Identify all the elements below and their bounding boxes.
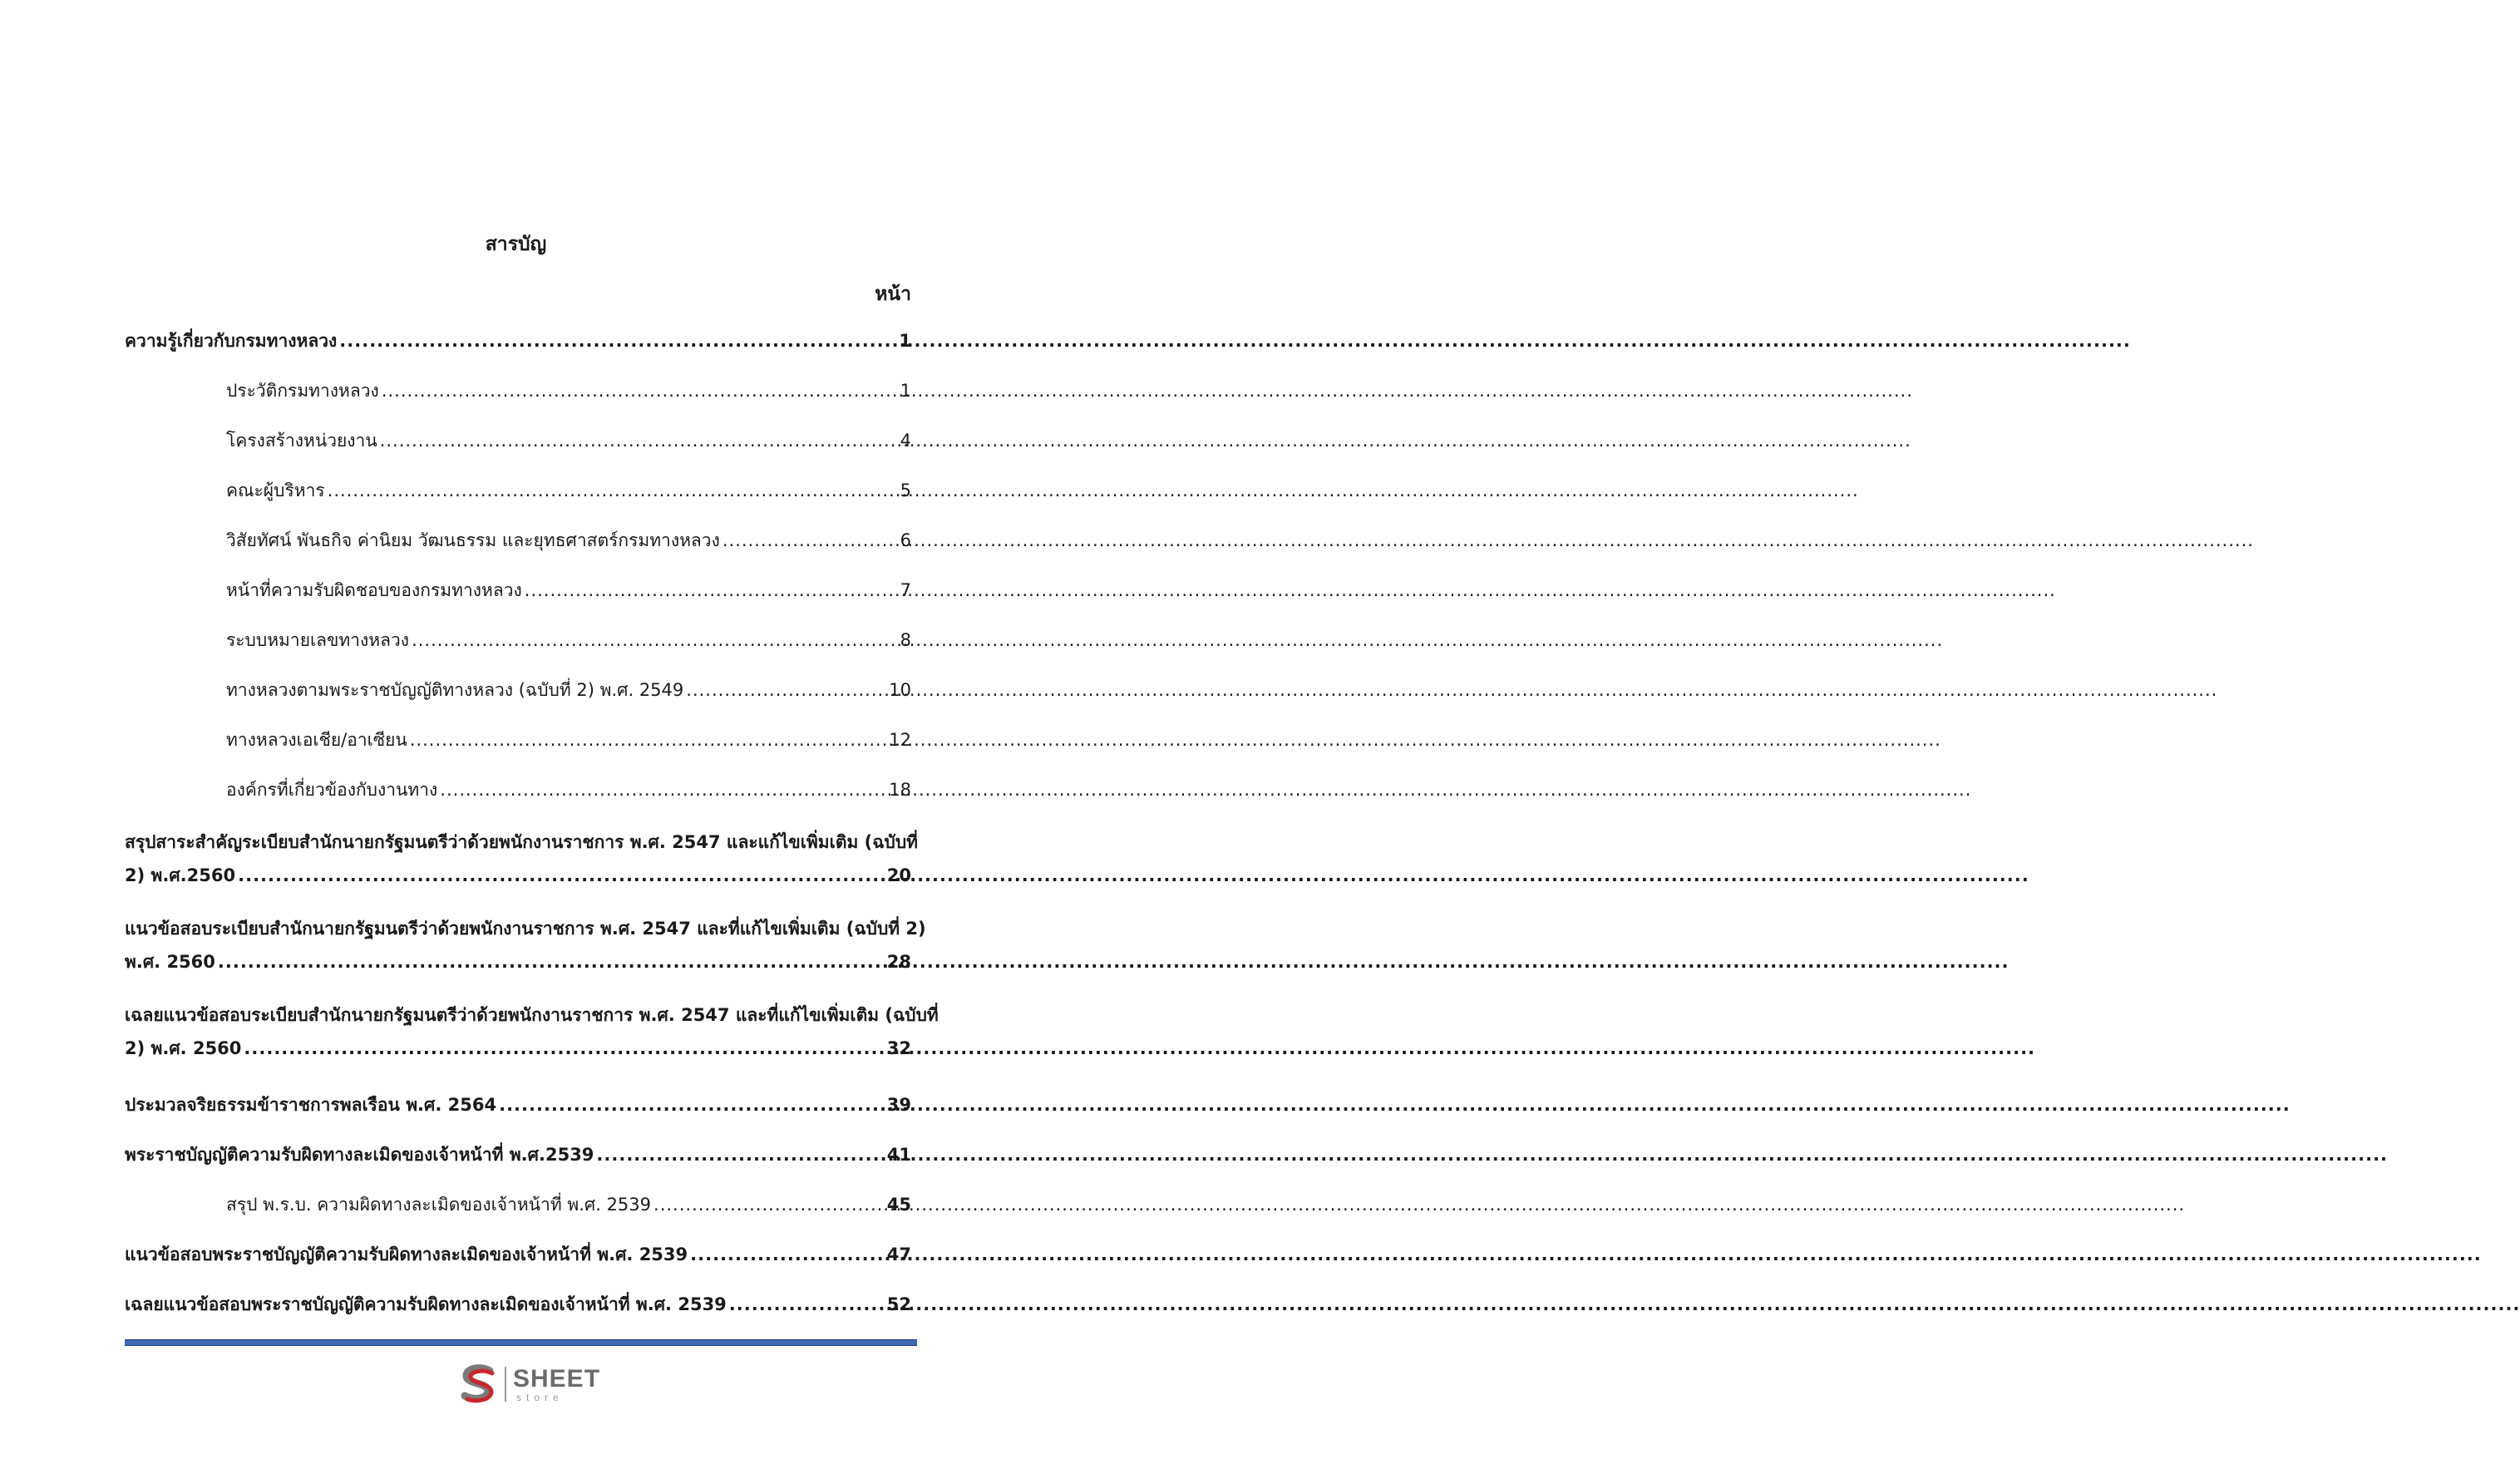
dot-leader [382, 374, 897, 407]
toc-entry-title: พระราชบัญญัติความรับผิดทางละเมิดของเจ้าหน้าที่ พ.ศ.2539 [125, 1145, 594, 1165]
toc-subentry[interactable] [226, 673, 911, 707]
toc-entry-page: 5 [900, 481, 911, 500]
toc-subentry[interactable] [226, 524, 911, 557]
toc-subentry[interactable] [226, 773, 911, 806]
toc-entry-title-line1: เฉลยแนวข้อสอบระเบียบสำนักนายกรัฐมนตรีว่าด้วยพนักงานราชการ พ.ศ. 2547 และที่แก้ไขเพิ่มเติม (ฉบับที่ [125, 1005, 939, 1025]
footer-divider [125, 1339, 917, 1346]
toc-entry[interactable] [125, 1138, 911, 1171]
toc-subentry[interactable] [226, 723, 911, 757]
toc-entry-page: 1 [900, 381, 911, 401]
toc-entry-page: 45 [886, 1195, 911, 1215]
toc-entry[interactable] [125, 1088, 911, 1121]
toc-entry-page: 28 [886, 952, 911, 972]
toc-entry-title: หน้าที่ความรับผิดชอบของกรมทางหลวง [226, 580, 522, 600]
toc-entry-page: 32 [886, 1038, 911, 1058]
dot-leader [729, 1288, 885, 1321]
dot-leader [339, 324, 896, 357]
dot-leader [410, 723, 887, 757]
toc-entry-page: 10 [889, 680, 911, 700]
toc-entry-page: 47 [886, 1245, 911, 1264]
toc-entry-page: 7 [900, 580, 911, 600]
toc-entry-page: 4 [900, 431, 911, 451]
dot-leader [244, 1032, 884, 1065]
toc-entry-title: แนวข้อสอบพระราชบัญญัติความรับผิดทางละเมิดของเจ้าหน้าที่ พ.ศ. 2539 [125, 1245, 688, 1264]
toc-entry[interactable] [125, 1238, 911, 1271]
toc-entry[interactable] [125, 1288, 911, 1321]
dot-leader [690, 1238, 885, 1271]
toc-entry-title-line2: 2) พ.ศ. 2560 [125, 1038, 242, 1058]
dot-leader [218, 945, 885, 978]
toc-title: สารบัญ [485, 234, 547, 255]
toc-entry-page: 1 [899, 331, 911, 351]
dot-leader [328, 474, 897, 507]
dot-leader [380, 424, 897, 457]
toc-entry-title: สรุป พ.ร.บ. ความผิดทางละเมิดของเจ้าหน้าที่ พ.ศ. 2539 [226, 1195, 652, 1215]
toc-entry-title: ทางหลวงตามพระราชบัญญัติทางหลวง (ฉบับที่ 2) พ.ศ. 2549 [226, 680, 684, 700]
dot-leader [686, 673, 886, 707]
toc-entry-title-line2: 2) พ.ศ.2560 [125, 865, 236, 885]
toc-subentry[interactable] [226, 424, 911, 457]
dot-leader [499, 1088, 885, 1121]
toc-subentry[interactable] [226, 1188, 911, 1221]
toc-subentry[interactable] [226, 474, 911, 507]
toc-entry-title-line1: สรุปสาระสำคัญระเบียบสำนักนายกรัฐมนตรีว่าด้วยพนักงานราชการ พ.ศ. 2547 และแก้ไขเพิ่มเติม (ฉบับที่ [125, 832, 919, 852]
toc-entry-page: 8 [900, 630, 911, 650]
dot-leader [412, 624, 897, 657]
toc-entry-title: ความรู้เกี่ยวกับกรมทางหลวง [125, 331, 338, 351]
toc-subentry[interactable] [226, 624, 911, 657]
toc-entry-title: วิสัยทัศน์ พันธกิจ ค่านิยม วัฒนธรรม และยุทธศาสตร์กรมทางหลวง [226, 530, 720, 550]
toc-entry-title: คณะผู้บริหาร [226, 481, 325, 500]
page-column-header: หน้า [875, 283, 911, 305]
logo-separator [505, 1367, 506, 1402]
toc-entry-title-line1: แนวข้อสอบระเบียบสำนักนายกรัฐมนตรีว่าด้วยพนักงานราชการ พ.ศ. 2547 และที่แก้ไขเพิ่มเติม (ฉบับที่ 2) [125, 919, 926, 939]
toc-entry-page: 39 [886, 1095, 911, 1115]
toc-entry-title: โครงสร้างหน่วยงาน [226, 431, 377, 451]
toc-entry-title: ทางหลวงเอเชีย/อาเซียน [226, 730, 407, 750]
toc-entry[interactable] [125, 998, 939, 1065]
toc-entry-page: 20 [886, 865, 911, 885]
toc-entry[interactable] [125, 826, 919, 892]
dot-leader [653, 1188, 885, 1221]
toc-entry-title: ระบบหมายเลขทางหลวง [226, 630, 410, 650]
dot-leader [596, 1138, 884, 1171]
toc-entry-title: ประวัติกรมทางหลวง [226, 381, 379, 401]
toc-entry[interactable] [125, 324, 911, 357]
logo-wordmark: SHEET [513, 1364, 601, 1392]
sheet-store-s-icon [456, 1363, 500, 1406]
toc-entry-title: เฉลยแนวข้อสอบพระราชบัญญัติความรับผิดทางละเมิดของเจ้าหน้าที่ พ.ศ. 2539 [125, 1294, 727, 1314]
toc-entry-title: ประมวลจริยธรรมข้าราชการพลเรือน พ.ศ. 2564 [125, 1095, 497, 1115]
toc-entry-page: 18 [889, 780, 911, 800]
toc-subentry[interactable] [226, 574, 911, 607]
toc-entry-page: 41 [886, 1145, 911, 1165]
sheet-store-logo [456, 1361, 606, 1407]
dot-leader [238, 859, 885, 892]
toc-entry-title: องค์กรที่เกี่ยวข้องกับงานทาง [226, 780, 438, 800]
logo-subtitle: store [516, 1391, 564, 1403]
dot-leader [722, 524, 897, 557]
toc-entry-page: 52 [886, 1294, 911, 1314]
dot-leader [525, 574, 897, 607]
toc-subentry[interactable] [226, 374, 911, 407]
toc-entry-title-line2: พ.ศ. 2560 [125, 952, 215, 972]
document-page [0, 0, 1032, 1459]
toc-entry-page: 6 [900, 530, 911, 550]
toc-entry[interactable] [125, 912, 926, 978]
dot-leader [440, 773, 886, 806]
toc-entry-page: 12 [889, 730, 911, 750]
